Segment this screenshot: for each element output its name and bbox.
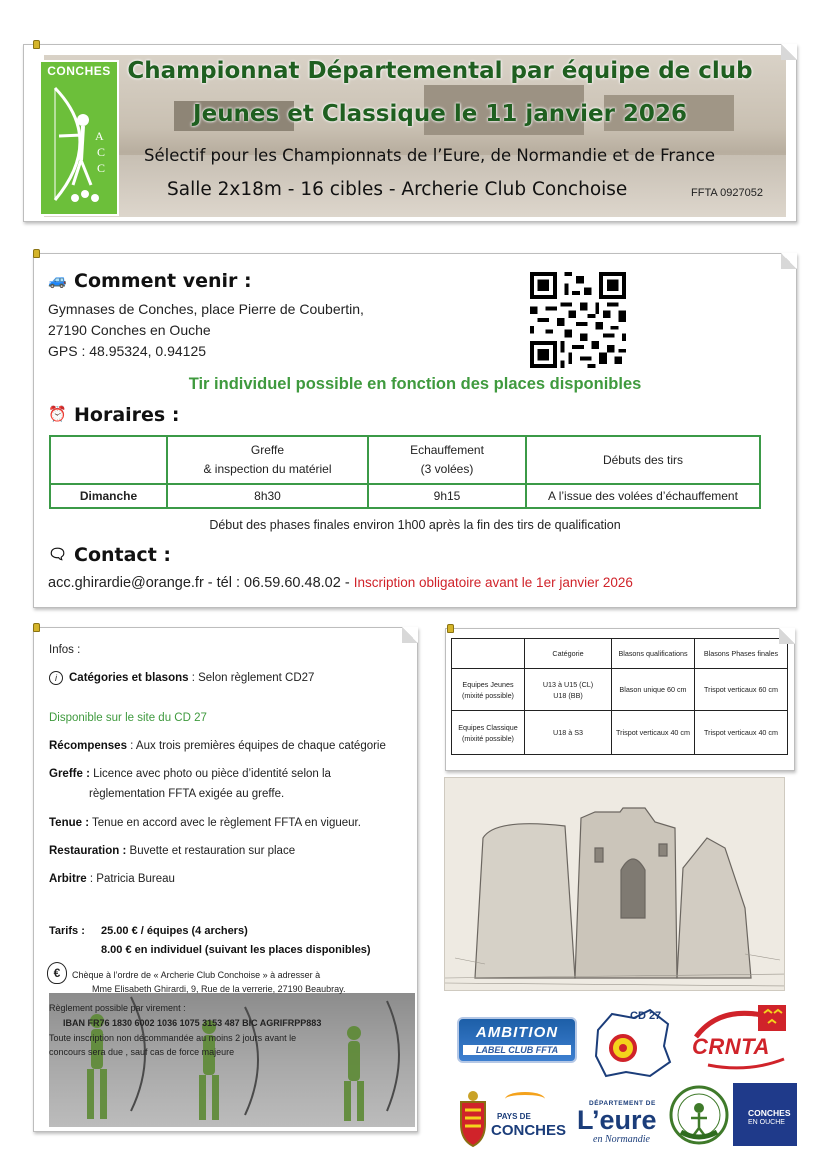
page-fold xyxy=(781,44,797,60)
euro-bag-icon: € xyxy=(47,962,67,984)
tarifs-label: Tarifs : xyxy=(49,925,85,937)
speech-icon: 🗨 xyxy=(48,545,68,563)
venue-card xyxy=(33,253,797,608)
address-line2: 27190 Conches en Ouche xyxy=(48,322,211,338)
greffe-line: Greffe : Licence avec photo ou pièce d’identité selon la xyxy=(49,768,331,780)
tenue-line: Tenue : Tenue en accord avec le règlement FFTA en vigueur. xyxy=(49,817,361,829)
archer-logo-icon xyxy=(45,80,117,210)
svg-text:A: A xyxy=(95,129,104,143)
access-title: 🚙 Comment venir : xyxy=(48,270,252,292)
registration-deadline: Inscription obligatoire avant le 1er janvier 2026 xyxy=(353,575,633,590)
contact-title: 🗨 Contact : xyxy=(48,544,171,566)
individual-note: Tir individuel possible en fonction des places disponibles xyxy=(188,375,642,393)
qr-code[interactable] xyxy=(528,272,628,368)
restauration-line: Restauration : Buvette et restauration sur place xyxy=(49,845,296,857)
ffta-code: FFTA 0927052 xyxy=(691,187,763,199)
car-icon: 🚙 xyxy=(48,271,67,289)
table-row: Equipes Classique (mixité possible) U18 à S3 Trispot verticaux 40 cm Trispot verticaux 40 cm xyxy=(452,711,788,755)
table-row: Greffe & inspection du matériel Echauffement (3 volées) Débuts des tirs xyxy=(50,436,760,484)
archery-club-emblem xyxy=(669,1084,729,1146)
table-row: Equipes Jeunes (mixité possible) U13 à U15 (CL) U18 (BB) Blason unique 60 cm Trispot verticaux 60 cm xyxy=(452,669,788,711)
pin-icon xyxy=(33,40,40,49)
conches-en-ouche-logo: CONCHES EN OUCHE xyxy=(733,1083,797,1146)
cheque-line-1: Chèque à l’ordre de « Archerie Club Conchoise » à adresser à xyxy=(72,970,321,980)
svg-text:C: C xyxy=(97,145,106,159)
contact-email-phone[interactable]: acc.ghirardie@orange.fr - tél : 06.59.60.48.02 - xyxy=(48,575,354,591)
castle-sketch xyxy=(444,777,785,991)
cheque-line-2: Mme Elisabeth Ghirardi, 9, Rue de la verrerie, 27190 Beaubray. xyxy=(92,984,346,994)
cd27-logo: CD 27 xyxy=(590,1006,676,1080)
pays-de-conches-logo: PAYS DE CONCHES xyxy=(455,1088,573,1148)
club-logo: CONCHES A C C xyxy=(39,60,119,216)
alarm-clock-icon: ⏰ xyxy=(48,405,67,423)
pin-icon xyxy=(33,249,40,258)
tarif-individual: 8.00 € en individuel (suivant les places disponibles) xyxy=(101,944,371,956)
finals-note: Début des phases finales environ 1h00 après la fin des tirs de qualification xyxy=(209,518,621,532)
pin-icon xyxy=(447,624,454,633)
cancel-line-1: Toute inscription non décommandée au moins 2 jours avant le xyxy=(49,1033,297,1043)
event-venue-line: Salle 2x18m - 16 cibles - Archerie Club Conchoise xyxy=(167,179,628,200)
category-card xyxy=(445,628,795,771)
ambition-label-logo: AMBITION LABEL CLUB FFTA xyxy=(457,1017,577,1063)
info-card xyxy=(33,627,418,1132)
page-fold xyxy=(781,253,797,269)
contact-line xyxy=(48,575,633,591)
schedule-table xyxy=(49,435,761,509)
cancel-line-2: concours sera due , sauf cas de force majeure xyxy=(49,1047,235,1057)
arbitre-line: Arbitre : Patricia Bureau xyxy=(49,873,175,885)
info-icon: i xyxy=(49,671,63,685)
cd27-link[interactable]: Disponible sur le site du CD 27 xyxy=(49,712,207,724)
crnta-logo: CRNTA xyxy=(688,1003,795,1073)
address-line1: Gymnases de Conches, place Pierre de Coubertin, xyxy=(48,301,364,317)
schedule-title: ⏰ Horaires : xyxy=(48,404,180,426)
event-title-line2: Jeunes et Classique le 11 janvier 2026 xyxy=(193,101,687,127)
iban-line: IBAN FR76 1830 6002 1036 1075 3153 487 BIC AGRIFRPP883 xyxy=(63,1018,322,1028)
archers-photo xyxy=(49,993,415,1127)
info-heading: Infos : xyxy=(49,644,81,656)
category-table xyxy=(451,638,788,755)
svg-text:C: C xyxy=(97,161,106,175)
pin-icon xyxy=(33,623,40,632)
eure-department-logo: DÉPARTEMENT DE L’eure en Normandie xyxy=(577,1100,657,1145)
greffe-line-2: règlementation FFTA exigée au greffe. xyxy=(89,788,285,800)
event-subtitle: Sélectif pour les Championnats de l’Eure, de Normandie et de France xyxy=(144,146,715,165)
tarif-team: 25.00 € / équipes (4 archers) xyxy=(101,925,248,937)
page-fold xyxy=(779,628,795,644)
table-row: Catégorie Blasons qualifications Blasons Phases finales xyxy=(452,639,788,669)
virement-line: Règlement possible par virement : xyxy=(49,1003,186,1013)
gps-coordinates: GPS : 48.95324, 0.94125 xyxy=(48,343,207,359)
page-fold xyxy=(402,627,418,643)
rewards-line: Récompenses : Aux trois premières équipes de chaque catégorie xyxy=(49,740,386,752)
header-card xyxy=(23,44,797,222)
event-title-line1: Championnat Départemental par équipe de club xyxy=(127,58,753,84)
categories-line: i Catégories et blasons : Selon règlement CD27 xyxy=(49,671,314,685)
table-row: Dimanche 8h30 9h15 A l’issue des volées d’échauffement xyxy=(50,484,760,508)
